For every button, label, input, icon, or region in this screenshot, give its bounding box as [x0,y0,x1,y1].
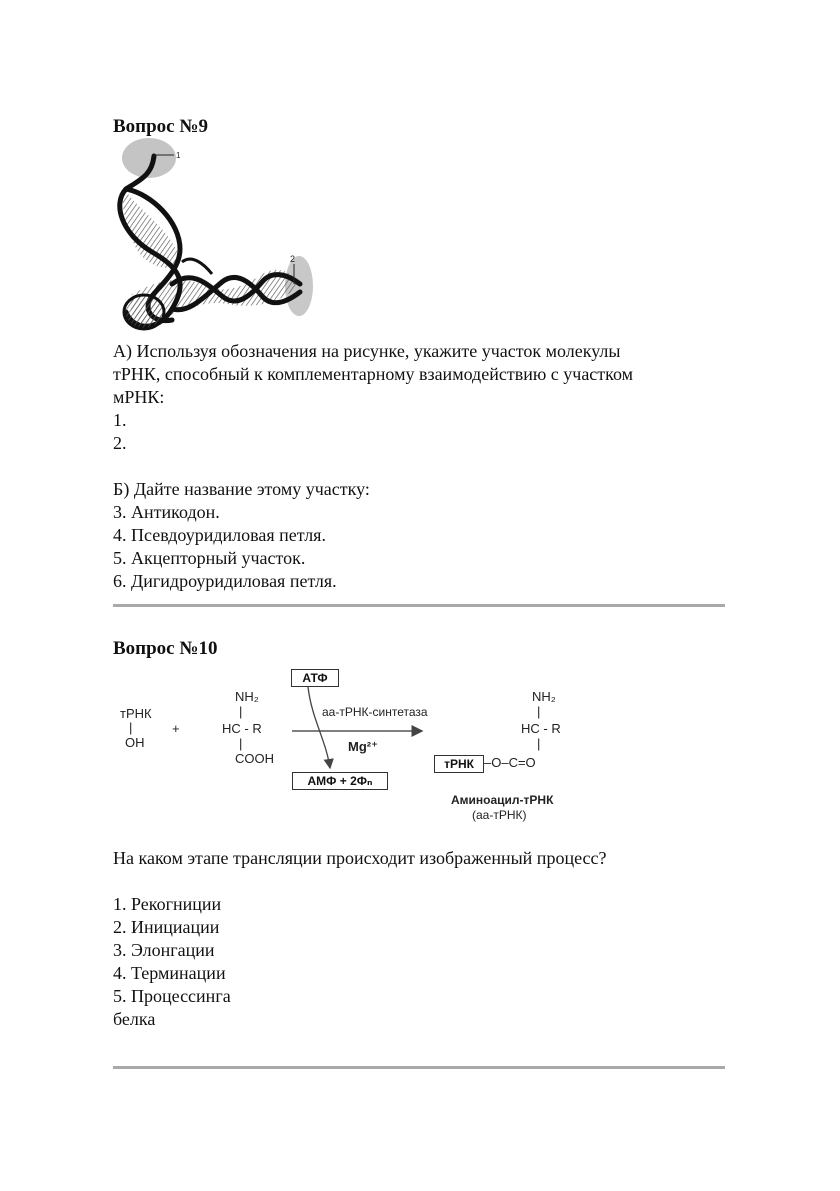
cooh-group: COOH [235,751,274,766]
nh2-group-right: NH₂ [532,689,556,704]
bond-line: | [239,736,243,751]
strand-e [182,259,212,274]
atp-amp-arrow [308,687,330,768]
section-divider [113,604,725,607]
plus-sign: + [172,721,180,736]
answer-option: 3. Элонгации [113,940,215,960]
enzyme-label: аа-тРНК-синтетаза [322,705,428,719]
trna-left-label: тРНК [120,706,152,721]
figure-label-1: 1 [176,151,181,160]
trna-product-box: тРНК [434,755,484,773]
lower-loop [124,295,164,329]
question-9-part-a-line3: мРНК: [113,387,165,407]
aminoacylation-reaction-figure [112,665,612,830]
answer-tail: белка [113,1009,156,1029]
answer-option: 3. Антикодон. [113,502,220,522]
product-abbreviation: (аа-тРНК) [472,808,527,822]
answer-option: 4. Псевдоуридиловая петля. [113,525,326,545]
answer-option: 1. [113,410,127,430]
question-9-part-a-line1: А) Используя обозначения на рисунке, укажите участок молекулы [113,341,621,361]
trna-structure-figure [112,134,322,339]
answer-option: 2. [113,433,127,453]
oh-group: OH [125,735,145,750]
nh2-group-left: NH₂ [235,689,259,704]
answer-option: 5. Акцепторный участок. [113,548,306,568]
answer-option: 1. Рекогниции [113,894,222,914]
hcr-right: HC - R [521,721,561,736]
question-10-prompt: На каком этапе трансляции происходит изображенный процесс? [113,848,607,868]
atp-box: АТФ [291,669,339,687]
question-10-title: Вопрос №10 [113,638,218,659]
question-9-title: Вопрос №9 [113,116,208,137]
answer-option: 6. Дигидроуридиловая петля. [113,571,337,591]
bond-line: | [239,704,243,719]
answer-option: 4. Терминации [113,963,226,983]
amp-box: АМФ + 2Фₙ [292,772,388,790]
hcr-left: HC - R [222,721,262,736]
bond-line: | [537,704,541,719]
mg-cofactor: Mg²⁺ [348,739,378,754]
answer-option: 2. Инициации [113,917,220,937]
bond-line: | [537,736,541,751]
figure-label-2: 2 [290,254,296,264]
question-9-part-b: Б) Дайте название этому участку: [113,479,370,499]
section-divider [113,1066,725,1069]
product-name: Аминоацил-тРНК [451,793,554,807]
ester-bond: –O–C=O [484,755,536,770]
bond-line: | [129,720,133,735]
answer-option: 5. Процессинга [113,986,231,1006]
question-9-part-a-line2: тРНК, способный к комплементарному взаимодействию с участком [113,364,634,384]
